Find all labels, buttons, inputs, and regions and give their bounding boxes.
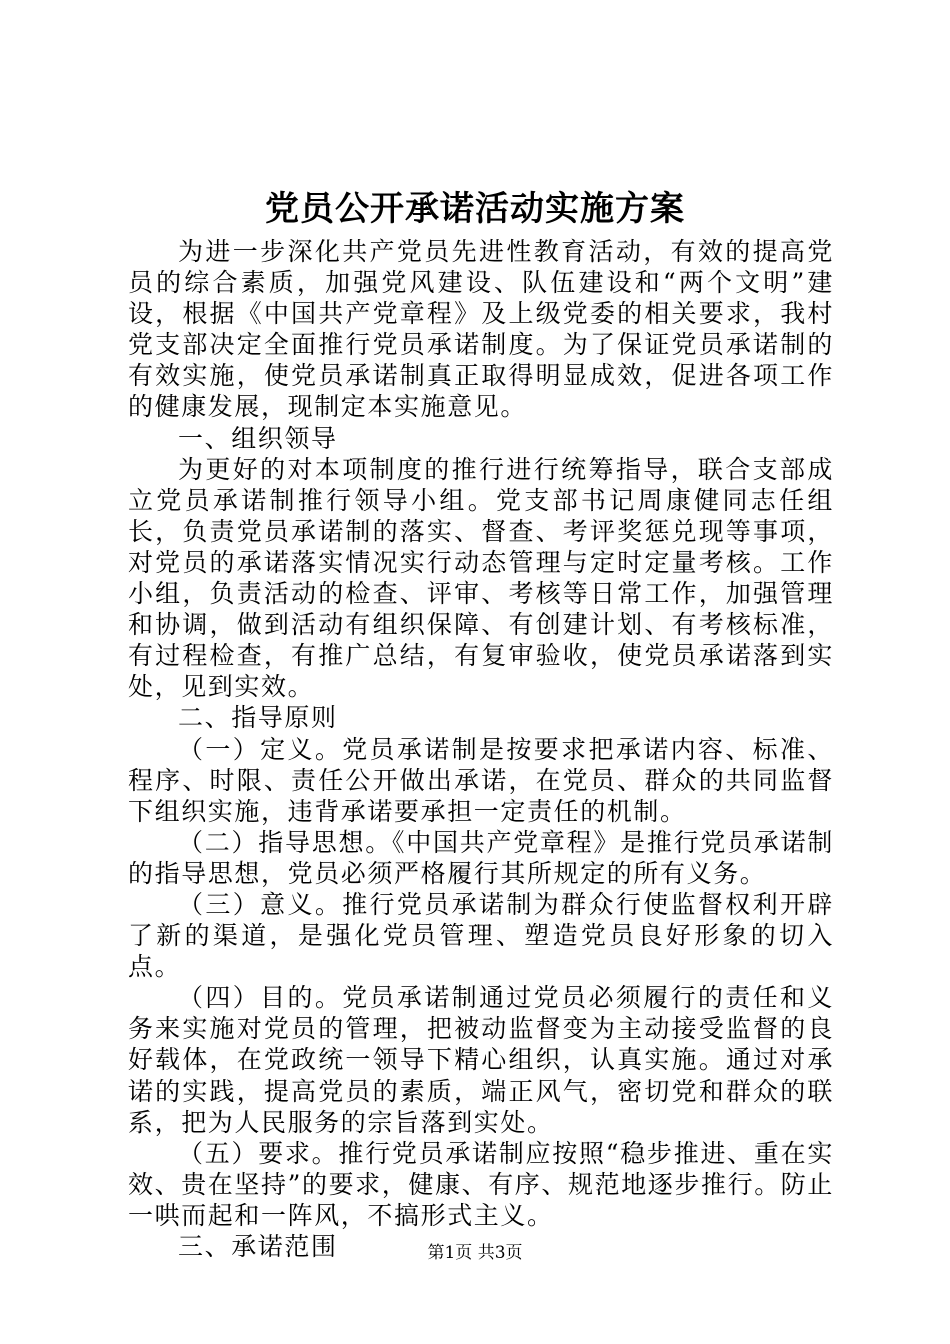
principle-purpose-paragraph: （四）目的。党员承诺制通过党员必须履行的责任和义务来实施对党员的管理，把被动监督变为主动接受监督的良好载体，在党政统一领导下精心组织，认真实施。通过对承诺的实践，提高党员的素质，端正风气，密切党和群众的联系，把为人民服务的宗旨落到实处。: [128, 983, 834, 1137]
intro-paragraph: 为进一步深化共产党员先进性教育活动，有效的提高党员的综合素质，加强党风建设、队伍建设和“两个文明”建设，根据《中国共产党章程》及上级党委的相关要求，我村党支部决定全面推行党员承诺制度。为了保证党员承诺制的有效实施，使党员承诺制真正取得明显成效，促进各项工作的健康发展，现制定本实施意见。: [128, 237, 834, 422]
document-title: 党员公开承诺活动实施方案: [265, 189, 685, 229]
principle-requirements-paragraph: （五）要求。推行党员承诺制应按照“稳步推进、重在实效、贵在坚持”的要求，健康、有序、规范地逐步推行。防止一哄而起和一阵风，不搞形式主义。: [128, 1138, 834, 1230]
page-number-footer: 第1页 共3页: [427, 1243, 523, 1263]
section-heading-scope: 三、承诺范围: [178, 1232, 338, 1261]
section-heading-principles: 二、指导原则: [178, 703, 338, 733]
principle-significance-paragraph: （三）意义。推行党员承诺制为群众行使监督权利开辟了新的渠道，是强化党员管理、塑造党员良好形象的切入点。: [128, 889, 834, 982]
organization-paragraph: 为更好的对本项制度的推行进行统筹指导，联合支部成立党员承诺制推行领导小组。党支部书记周康健同志任组长，负责党员承诺制的落实、督查、考评奖惩兑现等事项，对党员的承诺落实情况实行动态管理与定时定量考核。工作小组，负责活动的检查、评审、考核等日常工作，加强管理和协调，做到活动有组织保障、有创建计划、有考核标准，有过程检查，有推广总结，有复审验收，使党员承诺落到实处，见到实效。: [128, 454, 834, 702]
principle-guiding-thought-paragraph: （二）指导思想。《中国共产党章程》是推行党员承诺制的指导思想，党员必须严格履行其所规定的所有义务。: [128, 827, 834, 888]
section-heading-organization: 一、组织领导: [178, 423, 338, 453]
principle-definition-paragraph: （一）定义。党员承诺制是按要求把承诺内容、标准、程序、时限、责任公开做出承诺，在党员、群众的共同监督下组织实施，违背承诺要承担一定责任的机制。: [128, 734, 834, 826]
document-body: [128, 236, 834, 1262]
